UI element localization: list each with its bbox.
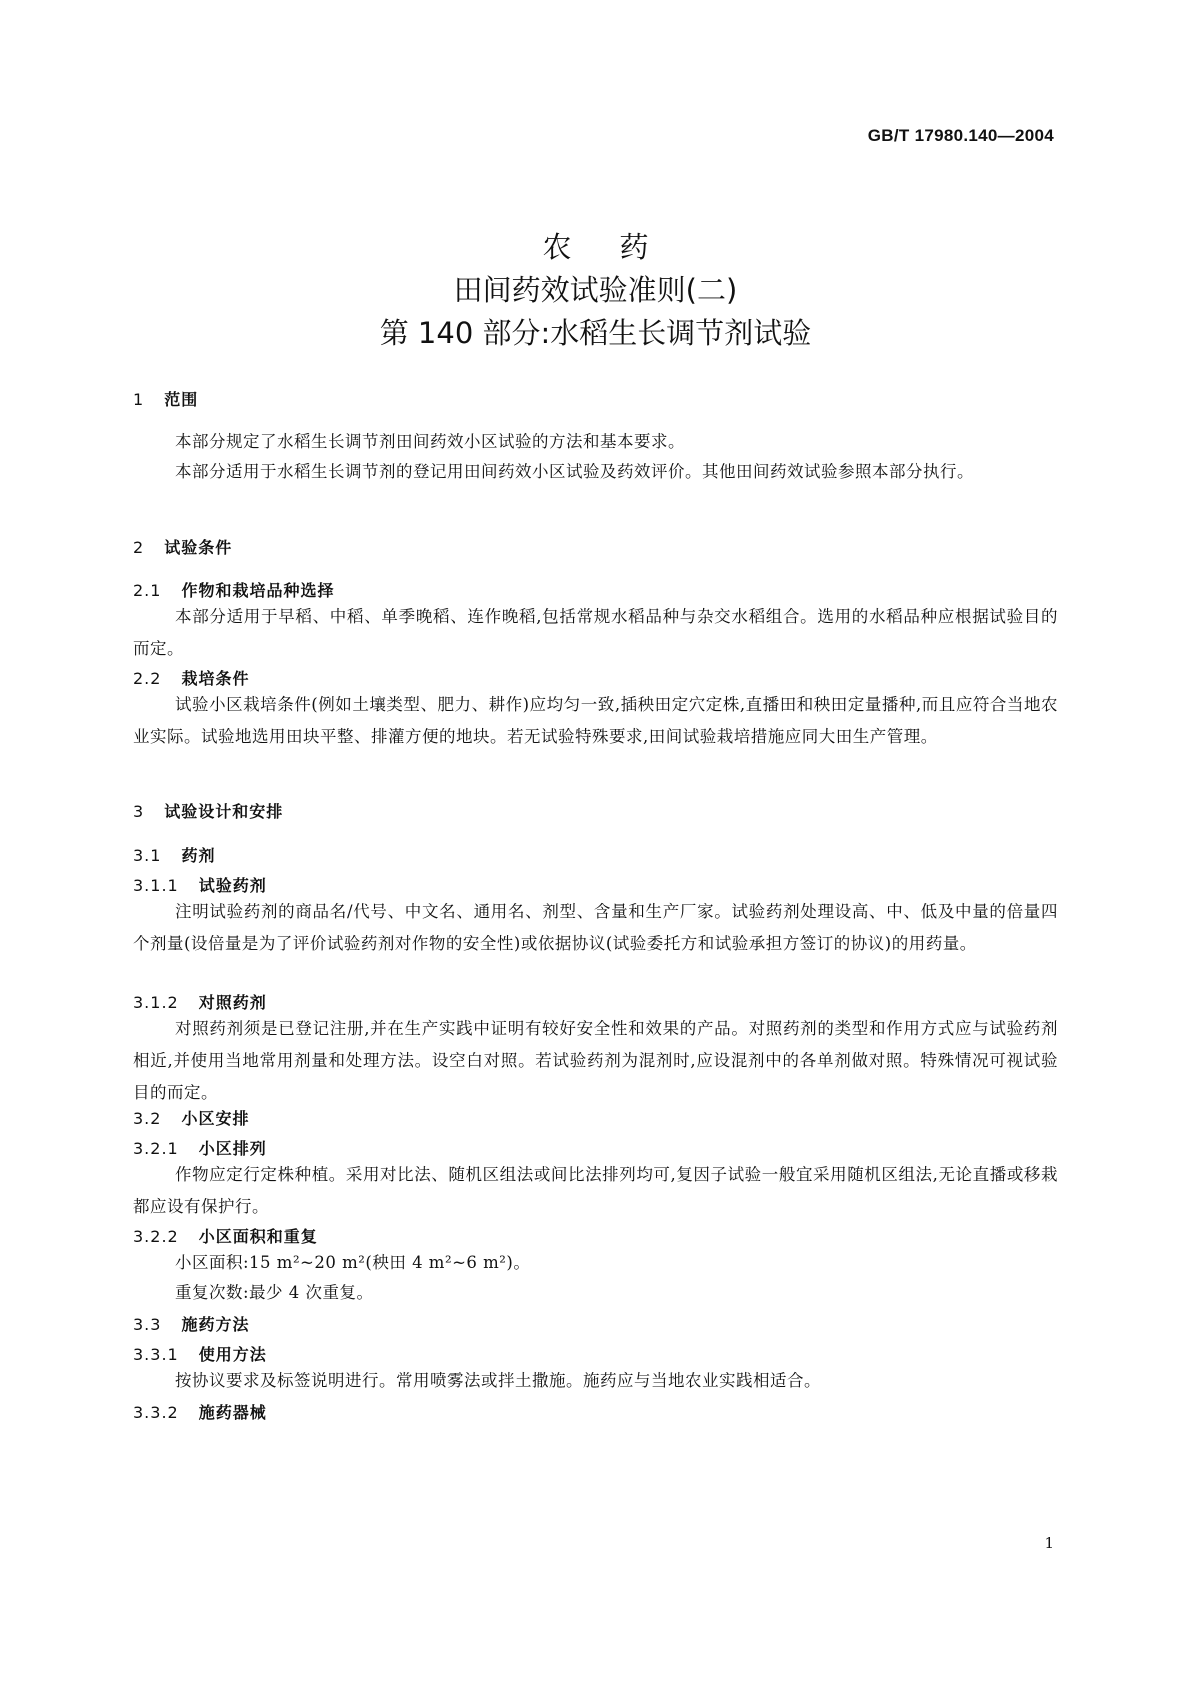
section-number: 3.1.2 <box>133 993 179 1012</box>
section-3-1-heading <box>133 843 215 866</box>
section-number: 3.2 <box>133 1109 162 1128</box>
standard-code: GB/T 17980.140—2004 <box>867 126 1054 145</box>
section-number: 3.1 <box>133 846 162 865</box>
section-3-3-heading <box>133 1312 249 1335</box>
paragraph: 按协议要求及标签说明进行。常用喷雾法或拌土撒施。施药应与当地农业实践相适合。 <box>175 1371 821 1390</box>
section-title: 使用方法 <box>198 1345 267 1364</box>
section-title: 施药方法 <box>181 1315 250 1334</box>
section-number: 3 <box>133 802 145 821</box>
page-number: 1 <box>1044 1534 1054 1552</box>
section-number: 2.2 <box>133 669 162 688</box>
document-title <box>0 226 1191 355</box>
section-3-3-1-heading <box>133 1342 267 1365</box>
section-3-2-2-heading <box>133 1224 318 1247</box>
section-3-heading <box>133 799 283 822</box>
section-number: 3.2.2 <box>133 1227 179 1246</box>
section-2-1-heading <box>133 578 334 601</box>
paragraph: 对照药剂须是已登记注册,并在生产实践中证明有较好安全性和效果的产品。对照药剂的类型和作用方式应与试验药剂相近,并使用当地常用剂量和处理方法。设空白对照。若试验药剂为混剂时,应设混剂中的各单剂做对照。特殊情况可视试验目的而定。 <box>133 1019 1058 1102</box>
section-title: 范围 <box>164 390 199 409</box>
section-number: 3.3 <box>133 1315 162 1334</box>
section-number: 3.1.1 <box>133 876 179 895</box>
section-number: 1 <box>133 390 145 409</box>
paragraph: 作物应定行定株种植。采用对比法、随机区组法或间比法排列均可,复因子试验一般宜采用随机区组法,无论直播或移栽都应设有保护行。 <box>133 1165 1058 1216</box>
section-title: 施药器械 <box>198 1403 267 1422</box>
section-title: 试验条件 <box>164 538 233 557</box>
paragraph: 本部分适用于早稻、中稻、单季晚稻、连作晚稻,包括常规水稻品种与杂交水稻组合。选用的水稻品种应根据试验目的而定。 <box>133 607 1058 658</box>
section-number: 3.3.1 <box>133 1345 179 1364</box>
paragraph: 本部分规定了水稻生长调节剂田间药效小区试验的方法和基本要求。 <box>175 432 685 451</box>
section-number: 2 <box>133 538 145 557</box>
section-title: 作物和栽培品种选择 <box>181 581 335 600</box>
paragraph: 本部分适用于水稻生长调节剂的登记用田间药效小区试验及药效评价。其他田间药效试验参照本部分执行。 <box>175 462 974 481</box>
section-title: 小区安排 <box>181 1109 250 1128</box>
section-title: 试验药剂 <box>198 876 267 895</box>
paragraph: 注明试验药剂的商品名/代号、中文名、通用名、剂型、含量和生产厂家。试验药剂处理设高、中、低及中量的倍量四个剂量(设倍量是为了评价试验药剂对作物的安全性)或依据协议(试验委托方和试验承担方签订的协议)的用药量。 <box>133 902 1058 953</box>
title-line-3: 第 140 部分:水稻生长调节剂试验 <box>379 316 812 350</box>
section-title: 小区面积和重复 <box>198 1227 318 1246</box>
section-3-2-heading <box>133 1106 249 1129</box>
section-3-1-2-heading <box>133 990 267 1013</box>
section-3-3-2-heading <box>133 1400 267 1423</box>
section-title: 栽培条件 <box>181 669 250 688</box>
section-number: 3.2.1 <box>133 1139 179 1158</box>
section-1-heading <box>133 387 198 410</box>
section-title: 药剂 <box>181 846 216 865</box>
title-line-2: 田间药效试验准则(二) <box>453 273 738 307</box>
section-number: 3.3.2 <box>133 1403 179 1422</box>
section-number: 2.1 <box>133 581 162 600</box>
paragraph: 小区面积:15 m²~20 m²(秧田 4 m²~6 m²)。 <box>175 1253 531 1272</box>
section-2-heading <box>133 535 232 558</box>
paragraph: 重复次数:最少 4 次重复。 <box>175 1283 374 1302</box>
title-line-1: 农药 <box>542 230 697 264</box>
section-title: 小区排列 <box>198 1139 267 1158</box>
section-title: 试验设计和安排 <box>164 802 284 821</box>
paragraph: 试验小区栽培条件(例如土壤类型、肥力、耕作)应均匀一致,插秧田定穴定株,直播田和秧田定量播种,而且应符合当地农业实际。试验地选用田块平整、排灌方便的地块。若无试验特殊要求,田间试验栽培措施应同大田生产管理。 <box>133 695 1058 746</box>
section-title: 对照药剂 <box>198 993 267 1012</box>
section-3-1-1-heading <box>133 873 267 896</box>
section-3-2-1-heading <box>133 1136 267 1159</box>
section-2-2-heading <box>133 666 249 689</box>
